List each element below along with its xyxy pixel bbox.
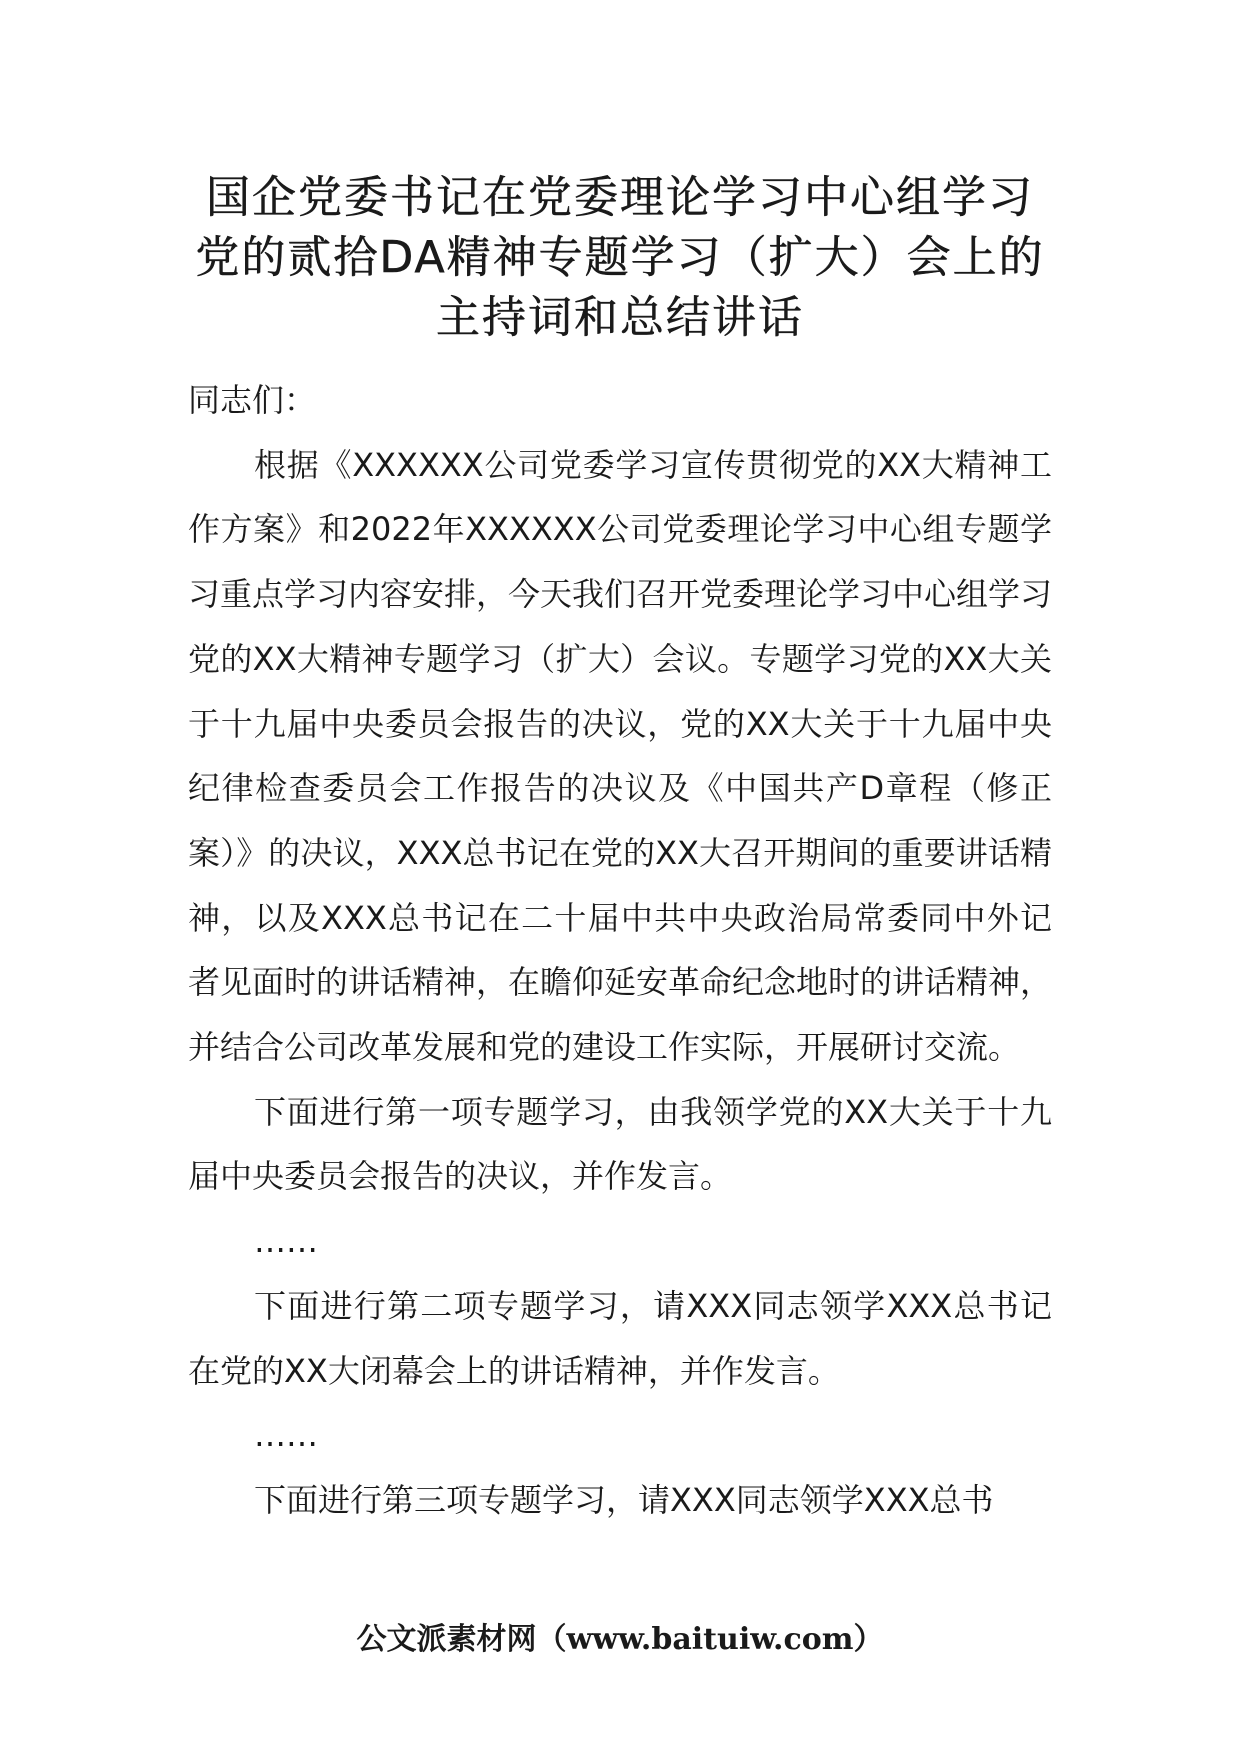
paragraph-first-topic: 下面进行第一项专题学习，由我领学党的XX大关于十九届中央委员会报告的决议，并作发言。 bbox=[188, 1092, 1052, 1196]
document-title bbox=[180, 168, 1060, 348]
footer-watermark: 公文派素材网（www.baituiw.com） bbox=[356, 1622, 884, 1657]
title-line-3: 主持词和总结讲话 bbox=[436, 292, 804, 343]
paragraph-intro: 根据《XXXXXX公司党委学习宣传贯彻党的XX大精神工作方案》和2022年XXXXXX公司党委理论学习中心组专题学习重点学习内容安排，今天我们召开党委理论学习中心组学习党的XX大精神专题学习（扩大）会议。专题学习党的XX大关于十九届中央委员会报告的决议，党的XX大关于十九届中央纪律检查委员会工作报告的决议及《中国共产D章程（修正案）》的决议，XXX总书记在党的XX大召开期间的重要讲话精神，以及XXX总书记在二十届中共中央政治局常委同中外记者见面时的讲话精神，在瞻仰延安革命纪念地时的讲话精神，并结合公司改革发展和党的建设工作实际，开展研讨交流。 bbox=[188, 445, 1053, 1067]
salutation: 同志们： bbox=[188, 381, 317, 419]
paragraph-third-topic: 下面进行第三项专题学习，请XXX同志领学XXX总书 bbox=[254, 1480, 994, 1519]
paragraph-second-topic: 下面进行第二项专题学习，请XXX同志领学XXX总书记在党的XX大闭幕会上的讲话精神，并作发言。 bbox=[188, 1286, 1052, 1390]
ellipsis-2: …… bbox=[254, 1416, 318, 1455]
ellipsis-1: …… bbox=[254, 1222, 318, 1261]
document-body bbox=[188, 368, 1052, 1533]
title-line-1: 国企党委书记在党委理论学习中心组学习 bbox=[206, 172, 1034, 223]
title-line-2: 党的贰拾DA精神专题学习（扩大）会上的 bbox=[195, 232, 1045, 283]
